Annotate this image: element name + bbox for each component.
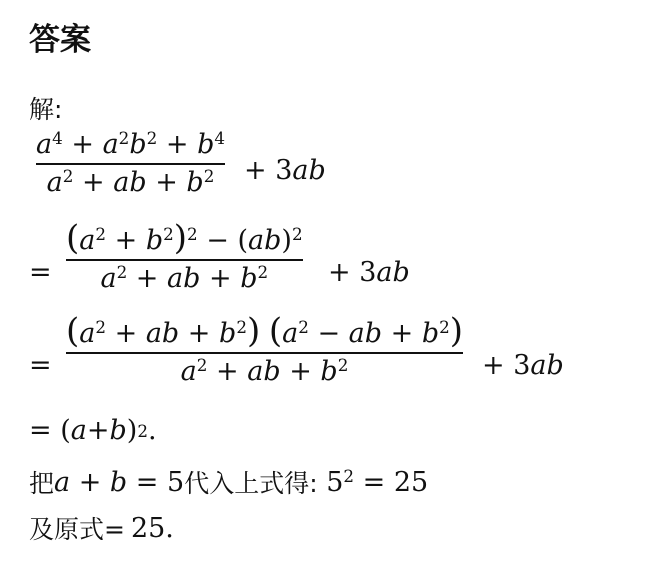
step2-numerator: $(a^2 + b^2)^2 - (ab)^2$ — [66, 218, 303, 258]
step3-fraction-bar — [66, 352, 463, 354]
solution-label: 解: — [29, 95, 63, 124]
answer-title: 答案 — [29, 22, 91, 58]
substitution-line — [29, 464, 428, 500]
step2-fraction-bar — [66, 259, 303, 261]
step1-fraction — [36, 127, 226, 198]
step3-numerator: ($a^2$ + ab + $b^2$) ($a^2$ − ab + $b^2$) — [66, 311, 464, 351]
substitution-result: $5^2 = 25$ — [317, 465, 429, 498]
step1-fraction-bar — [36, 163, 225, 165]
step3-fraction — [66, 311, 464, 387]
step3-prefix: = — [29, 350, 52, 381]
substitution-lead: 把 — [29, 469, 55, 498]
step3-denominator: $a^2$ + ab + $b^2$ — [180, 354, 349, 387]
substitution-middle: 代入上式得: — [184, 469, 318, 498]
step2-suffix: + 3 ab — [328, 257, 410, 288]
conclusion-value: 25. — [130, 512, 174, 544]
step2-fraction — [66, 218, 303, 294]
step3-suffix: + 3 ab — [482, 350, 564, 381]
conclusion-line — [29, 510, 174, 546]
step1-numerator: $a^4 + a^2b^2 + b^4$ — [36, 127, 226, 160]
step1-suffix: + 3 ab — [244, 155, 326, 186]
step2-prefix: = — [29, 257, 52, 288]
conclusion-text: 及原式= — [29, 515, 125, 544]
substitution-condition: a + b = 5 — [54, 466, 185, 498]
step2-denominator: $a^2$ + ab + $b^2$ — [100, 261, 269, 294]
step1-denominator: $a^2$ + ab + $b^2$ — [46, 165, 215, 198]
step4-result: = ( a + b ) 2 . — [29, 415, 157, 446]
